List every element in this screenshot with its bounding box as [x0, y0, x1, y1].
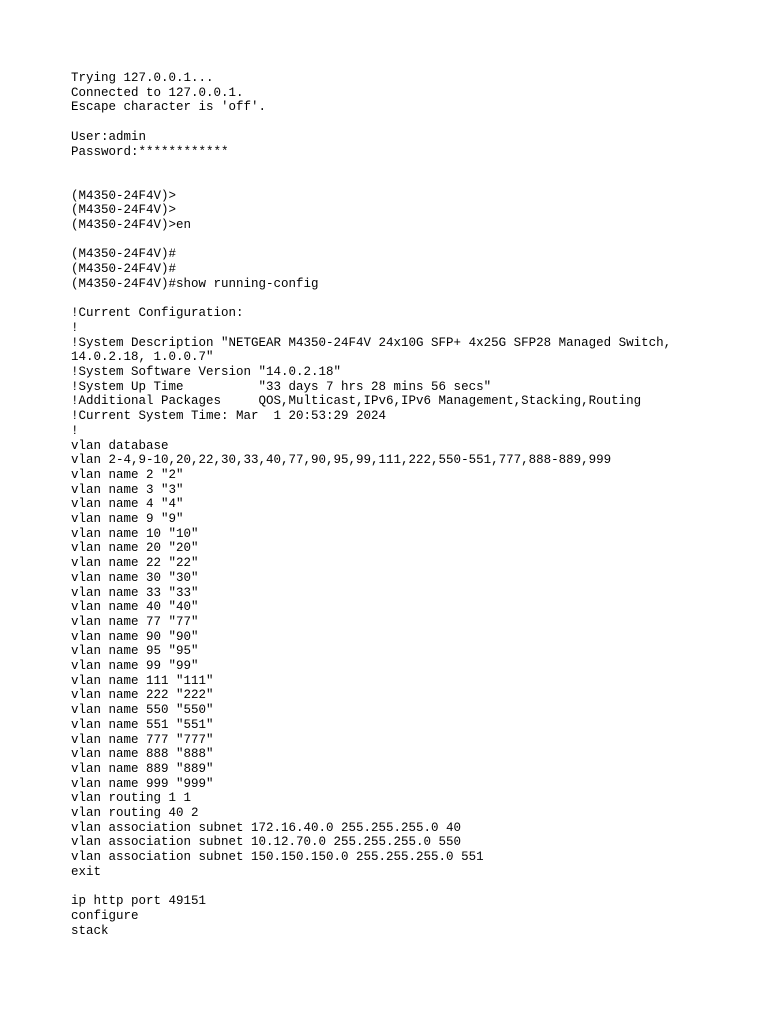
- terminal-line: vlan name 888 "888": [71, 747, 214, 762]
- terminal-line: vlan 2-4,9-10,20,22,30,33,40,77,90,95,99,111,222,550-551,777,888-889,999: [71, 453, 612, 468]
- document-page: [71, 71, 761, 938]
- terminal-line: vlan routing 1 1: [71, 791, 192, 806]
- terminal-line: configure: [71, 908, 139, 923]
- terminal-line: vlan name 111 "111": [71, 673, 214, 688]
- terminal-line: [71, 159, 761, 174]
- terminal-line: Password:************: [71, 144, 229, 159]
- terminal-line: (M4350-24F4V)>: [71, 188, 177, 203]
- terminal-line: User:admin: [71, 129, 147, 144]
- terminal-line: vlan association subnet 10.12.70.0 255.255.255.0 550: [71, 835, 462, 850]
- terminal-line: Escape character is 'off'.: [71, 100, 267, 115]
- terminal-line: [71, 233, 761, 248]
- terminal-line: (M4350-24F4V)#: [71, 247, 177, 262]
- terminal-line: vlan name 20 "20": [71, 541, 199, 556]
- terminal-line: [71, 174, 761, 189]
- terminal-line: Trying 127.0.0.1...: [71, 71, 214, 85]
- terminal-line: (M4350-24F4V)#: [71, 262, 177, 277]
- terminal-line: vlan name 22 "22": [71, 556, 199, 571]
- terminal-line: vlan database: [71, 438, 169, 453]
- terminal-line: vlan name 30 "30": [71, 570, 199, 585]
- terminal-line: !System Description "NETGEAR M4350-24F4V 24x10G SFP+ 4x25G SFP28 Managed Switch,: [71, 335, 672, 350]
- terminal-line: vlan name 550 "550": [71, 703, 214, 718]
- terminal-line: !System Up Time "33 days 7 hrs 28 mins 56 secs": [71, 379, 492, 394]
- terminal-line: !Current System Time: Mar 1 20:53:29 2024: [71, 409, 387, 424]
- terminal-line: vlan name 33 "33": [71, 585, 199, 600]
- terminal-line: exit: [71, 864, 102, 879]
- terminal-line: !: [71, 423, 79, 438]
- terminal-line: (M4350-24F4V)#show running-config: [71, 276, 319, 291]
- terminal-line: vlan name 2 "2": [71, 467, 184, 482]
- terminal-line: vlan name 551 "551": [71, 717, 214, 732]
- terminal-line: vlan name 95 "95": [71, 644, 199, 659]
- terminal-line: vlan name 90 "90": [71, 629, 199, 644]
- terminal-line: vlan name 40 "40": [71, 600, 199, 615]
- terminal-line: vlan name 777 "777": [71, 732, 214, 747]
- terminal-line: [71, 115, 761, 130]
- terminal-line: vlan routing 40 2: [71, 806, 199, 821]
- terminal-line: [71, 291, 761, 306]
- terminal-line: stack: [71, 923, 109, 938]
- terminal-line: vlan name 4 "4": [71, 497, 184, 512]
- terminal-line: vlan name 9 "9": [71, 512, 184, 527]
- terminal-line: vlan name 889 "889": [71, 761, 214, 776]
- terminal-line: !Additional Packages QOS,Multicast,IPv6,IPv6 Management,Stacking,Routing: [71, 394, 642, 409]
- terminal-line: vlan name 99 "99": [71, 659, 199, 674]
- terminal-line: [71, 880, 761, 895]
- terminal-line: 14.0.2.18, 1.0.0.7": [71, 350, 214, 365]
- terminal-line: vlan name 222 "222": [71, 688, 214, 703]
- terminal-line: vlan name 10 "10": [71, 526, 199, 541]
- terminal-line: ip http port 49151: [71, 894, 207, 909]
- terminal-line: (M4350-24F4V)>en: [71, 217, 192, 232]
- terminal-session-output: [71, 71, 761, 938]
- terminal-line: vlan name 999 "999": [71, 776, 214, 791]
- terminal-line: vlan association subnet 172.16.40.0 255.255.255.0 40: [71, 820, 462, 835]
- terminal-line: vlan association subnet 150.150.150.0 255.255.255.0 551: [71, 850, 484, 865]
- terminal-line: !: [71, 320, 79, 335]
- terminal-line: !System Software Version "14.0.2.18": [71, 364, 342, 379]
- terminal-line: (M4350-24F4V)>: [71, 203, 177, 218]
- terminal-line: vlan name 77 "77": [71, 614, 199, 629]
- terminal-line: Connected to 127.0.0.1.: [71, 85, 244, 100]
- terminal-line: vlan name 3 "3": [71, 482, 184, 497]
- terminal-line: !Current Configuration:: [71, 306, 244, 321]
